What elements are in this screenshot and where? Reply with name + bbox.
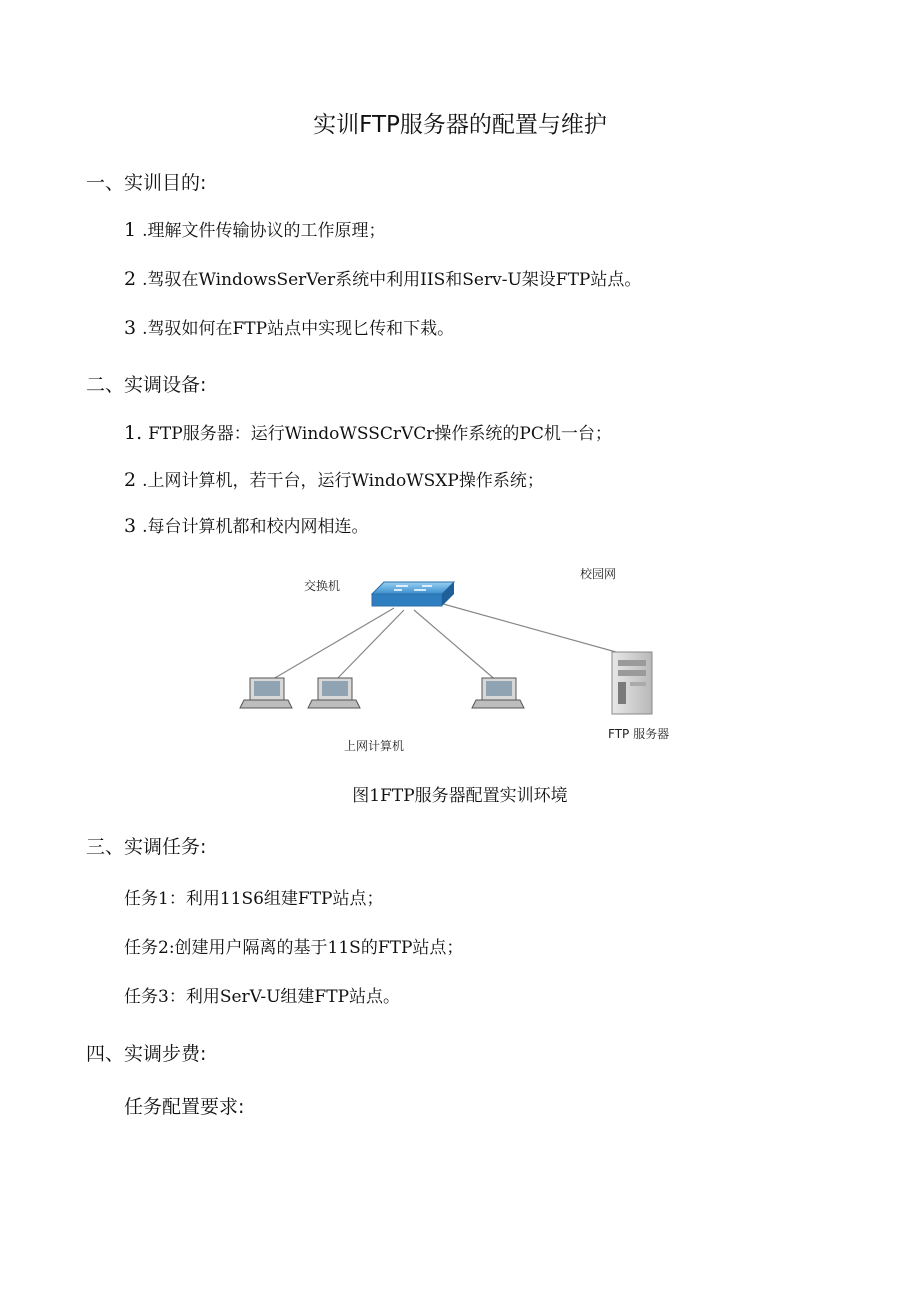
section-heading-steps: 四、实调步费: — [86, 1043, 207, 1065]
task-item-3: 任务3：利用SerV-U组建FTP站点。 — [124, 987, 401, 1007]
objective-item-2 — [124, 265, 641, 290]
item-number: 2 — [124, 469, 137, 491]
item-number: 2 — [124, 268, 137, 290]
item-number: 3 — [124, 317, 137, 339]
equipment-item-3 — [124, 512, 369, 537]
document-title: 实训FTP服务器的配置与维护 — [313, 112, 607, 138]
item-text: .理解文件传输协议的工作原理； — [142, 221, 386, 241]
link-server — [436, 602, 616, 652]
campus-network-label: 校园网 — [580, 567, 617, 581]
objective-item-3 — [124, 314, 454, 339]
ftp-server-label: FTP 服务器 — [608, 727, 670, 741]
item-text: .上网计算机，若干台，运行WindoWSXP操作系统； — [142, 471, 544, 491]
item-number: 1. — [124, 422, 143, 444]
link-client-2 — [334, 610, 404, 682]
network-diagram — [236, 560, 696, 760]
server-icon — [612, 652, 652, 714]
figure-caption: 图1FTP服务器配置实训环境 — [352, 786, 568, 806]
equipment-item-2 — [124, 466, 544, 491]
client-computer-icon — [308, 678, 360, 708]
link-client-3 — [414, 610, 498, 682]
item-text: FTP服务器：运行WindoWSSCrVCr操作系统的PC机一台； — [148, 424, 612, 444]
objective-item-1 — [124, 216, 386, 241]
item-text: .驾驭如何在FTP站点中实现匕传和下栽。 — [142, 319, 455, 339]
task-requirements-heading: 任务配置要求: — [124, 1096, 245, 1118]
item-text: .驾驭在WindowsSerVer系统中利用IIS和Serv-U架设FTP站点。 — [142, 270, 642, 290]
item-number: 1 — [124, 219, 137, 241]
client-computer-icon — [472, 678, 524, 708]
switch-icon — [372, 582, 454, 606]
network-links — [268, 602, 616, 682]
link-client-1 — [268, 608, 394, 682]
task-item-2: 任务2:创建用户隔离的基于11S的FTP站点； — [124, 938, 464, 958]
section-heading-objectives: 一、实训目的: — [86, 172, 207, 194]
section-heading-tasks: 三、实调任务: — [86, 836, 207, 858]
section-heading-equipment: 二、实调设备: — [86, 374, 207, 396]
equipment-item-1 — [124, 419, 612, 444]
task-item-1: 任务1：利用11S6组建FTP站点； — [124, 889, 384, 909]
switch-label: 交换机 — [304, 579, 341, 593]
item-text: .每台计算机都和校内网相连。 — [142, 517, 369, 537]
client-computer-icon — [240, 678, 292, 708]
item-number: 3 — [124, 515, 137, 537]
client-computers-label: 上网计算机 — [344, 739, 405, 753]
